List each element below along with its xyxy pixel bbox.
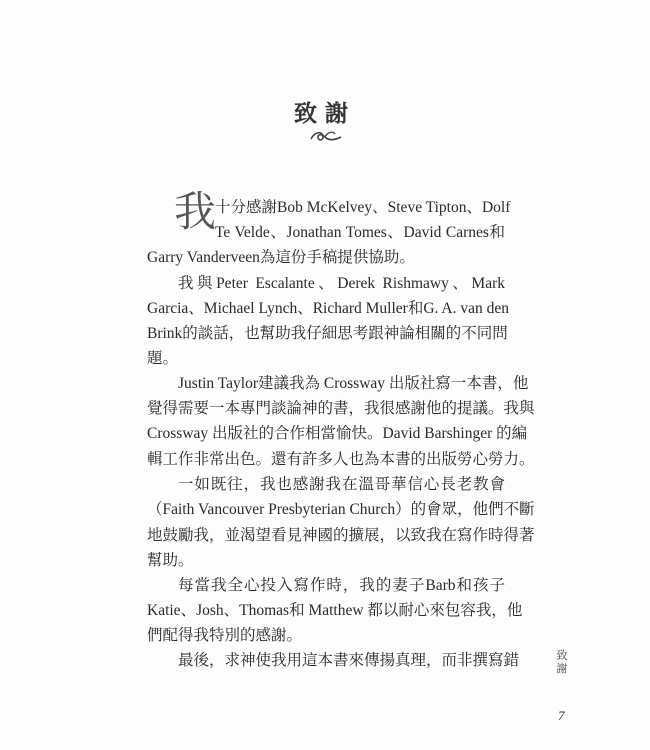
text-line: 幫助。 (147, 552, 194, 569)
text-line: 一如既往，我也感謝我在溫哥華信心長老教會 (178, 476, 505, 493)
text-line: Crossway 出版社的合作相當愉快。David Barshinger 的編 (147, 425, 528, 442)
text-line: 最後，求神使我用這本書來傳揚真理，而非撰寫錯 (178, 652, 520, 669)
text-line: 每當我全心投入寫作時，我的妻子Barb和孩子 (178, 577, 505, 594)
text-line: Garry Vanderveen為這份手稿提供協助。 (147, 249, 415, 266)
page-number: 7 (558, 708, 565, 723)
text-line: 地鼓勵我，並渴望看見神國的擴展，以致我在寫作時得著 (147, 527, 535, 544)
text-line: 們配得我特別的感謝。 (147, 627, 303, 644)
text-line: 輯工作非常出色。還有許多人也為本書的出版勞心勞力。 (147, 451, 535, 468)
text-line: 我與Peter Escalante、Derek Rishmawy、Mark (178, 275, 505, 292)
text-line: 題。 (147, 350, 179, 367)
text-line: 覺得需要一本專門談論神的書，我很感謝他的提議。我與 (147, 400, 535, 417)
text-line: Katie、Josh、Thomas和 Matthew 都以耐心來包容我，他 (147, 602, 523, 619)
text-line: Garcia、Michael Lynch、Richard Muller和G. A. van den (147, 300, 509, 317)
chapter-title: 致謝 (294, 101, 356, 126)
drop-cap: 我 (174, 190, 217, 236)
text-line: 十分感謝Bob McKelvey、Steve Tipton、Dolf (215, 199, 511, 216)
running-header: 致謝 (556, 650, 568, 675)
text-line: Te Velde、Jonathan Tomes、David Carnes和 (215, 224, 505, 241)
text-line: （Faith Vancouver Presbyterian Church）的會眾，他們不斷 (147, 501, 535, 518)
text-line: Brink的談話，也幫助我仔細思考跟神論相關的不同問 (147, 325, 508, 342)
text-line: Justin Taylor建議我為 Crossway 出版社寫一本書，他 (178, 375, 529, 392)
ornament-flourish-icon (309, 129, 343, 143)
